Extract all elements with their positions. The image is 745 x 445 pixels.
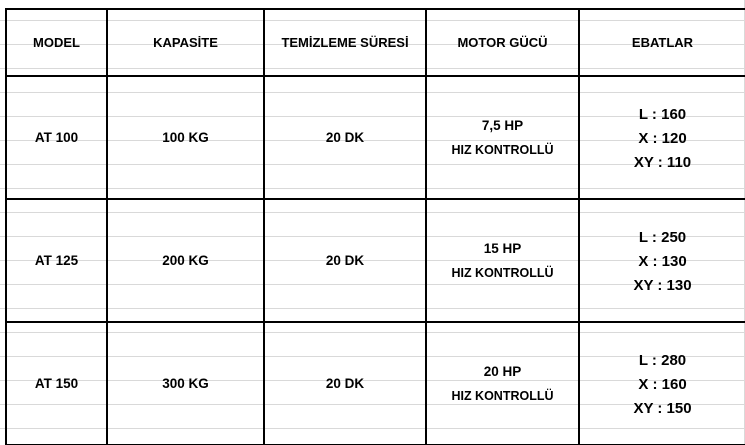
cell-model[interactable]: AT 100 (6, 76, 107, 199)
motor-speed-note: HIZ KONTROLLÜ (451, 265, 554, 280)
dimension-xy: XY : 130 (633, 276, 692, 294)
motor-power-value: 20 HP (483, 363, 522, 379)
motor-speed-note: HIZ KONTROLLÜ (451, 142, 554, 157)
cell-dimensions[interactable] (579, 76, 745, 199)
header-motor-power[interactable]: MOTOR GÜCÜ (426, 9, 579, 76)
motor-power-value: 15 HP (483, 240, 522, 256)
table-row (6, 76, 745, 199)
cell-model[interactable]: AT 125 (6, 199, 107, 322)
cell-capacity[interactable]: 300 KG (107, 322, 264, 445)
table-row (6, 199, 745, 322)
motor-power-value: 7,5 HP (481, 117, 524, 133)
cell-cleaning-time[interactable]: 20 DK (264, 199, 426, 322)
dimension-l: L : 250 (638, 228, 687, 246)
dimension-x: X : 160 (638, 375, 687, 393)
dimension-xy: XY : 110 (633, 153, 692, 171)
header-cleaning-time[interactable]: TEMİZLEME SÜRESİ (264, 9, 426, 76)
cell-model[interactable]: AT 150 (6, 322, 107, 445)
header-dimensions[interactable]: EBATLAR (579, 9, 745, 76)
cell-motor-power[interactable] (426, 76, 579, 199)
header-row (6, 9, 745, 76)
table-row (6, 322, 745, 445)
dimension-l: L : 280 (638, 351, 687, 369)
cell-capacity[interactable]: 100 KG (107, 76, 264, 199)
cell-dimensions[interactable] (579, 322, 745, 445)
cell-cleaning-time[interactable]: 20 DK (264, 76, 426, 199)
cell-capacity[interactable]: 200 KG (107, 199, 264, 322)
cell-motor-power[interactable] (426, 199, 579, 322)
motor-speed-note: HIZ KONTROLLÜ (451, 388, 554, 403)
cell-cleaning-time[interactable]: 20 DK (264, 322, 426, 445)
cell-motor-power[interactable] (426, 322, 579, 445)
dimension-xy: XY : 150 (633, 399, 692, 417)
spec-table (5, 8, 745, 445)
cell-dimensions[interactable] (579, 199, 745, 322)
header-capacity[interactable]: KAPASİTE (107, 9, 264, 76)
dimension-l: L : 160 (638, 105, 687, 123)
dimension-x: X : 130 (638, 252, 687, 270)
header-model[interactable]: MODEL (6, 9, 107, 76)
dimension-x: X : 120 (638, 129, 687, 147)
